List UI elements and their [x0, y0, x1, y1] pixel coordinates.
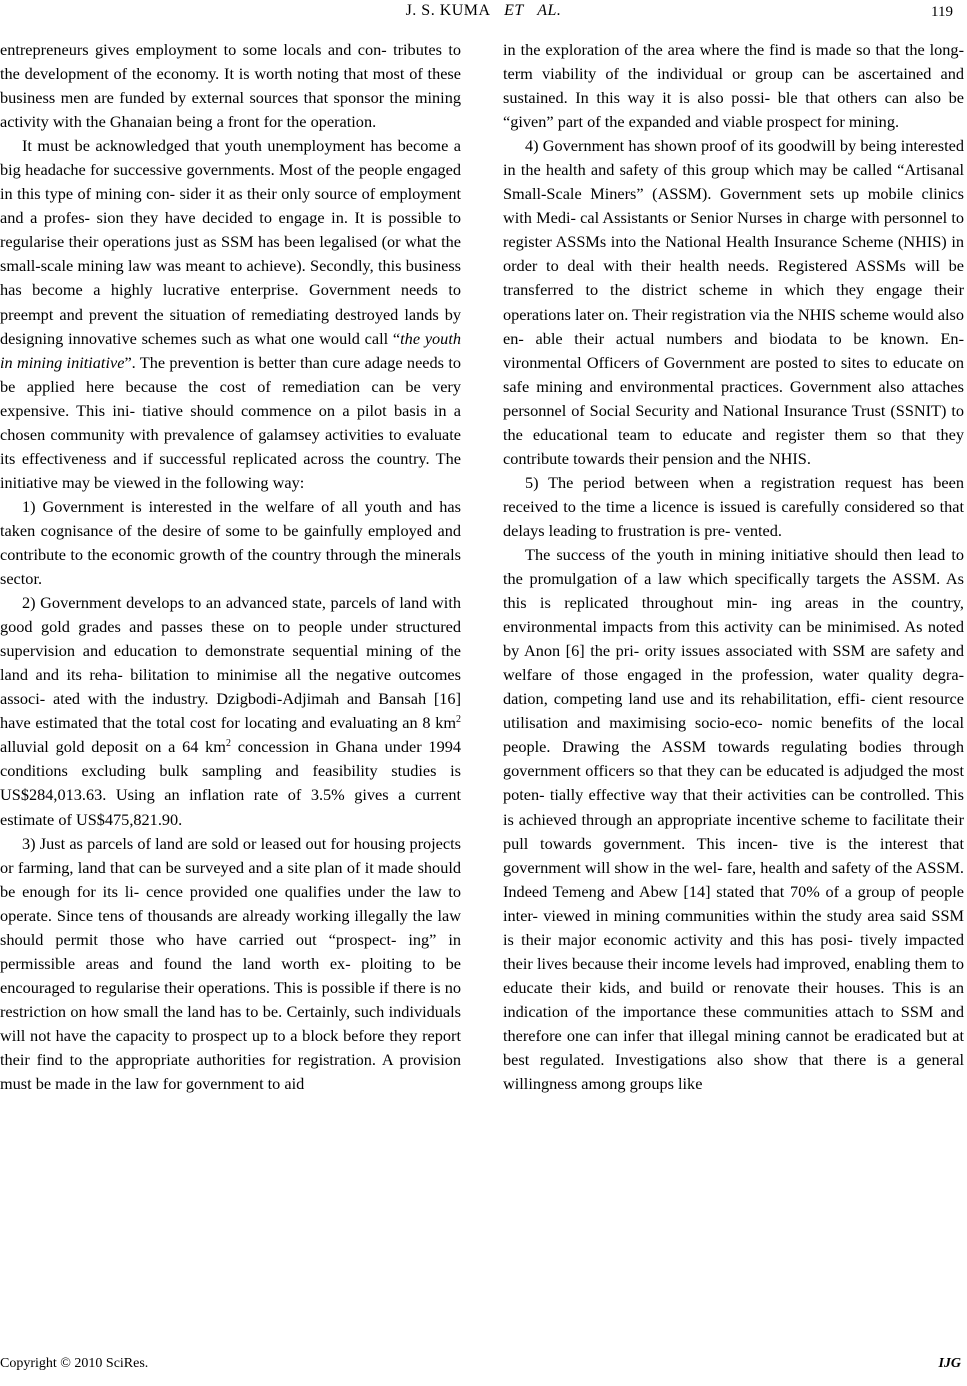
paragraph: entrepreneurs gives employment to some locals and con- tributes to the development of the economy. It is worth noting that most of these business men are funded by external sources that sponsor the mining activity with the Ghanaian being a front for the operation.	[0, 40, 461, 132]
paragraph-item-2: 2) Government develops to an advanced state, parcels of land with good gold grades and passes these on to people under structured supervision and education to demonstrate sequential mining of the land and its reha- bilitation to minimise all the negative outcomes associ- ated with the industry. Dzigbodi-Adjimah and Bansah [16] have estimated that the total cost for locating and evaluating an 8 $km^2$ alluvial gold deposit on a 64 $km^2$ concession in Ghana under 1994 conditions excluding bulk sampling and feasibility studies is US$284,013.63. Using an inflation rate of 3.5% gives a current estimate of US$475,821.90.	[0, 593, 461, 829]
paragraph-item-3: 3) Just as parcels of land are sold or leased out for housing projects or farming, land that can be surveyed and a site plan of it made should be enough for its li- cence provided one qualifies under the law to operate. Since tens of thousands are already working illegally the law should permit those who have carried out “prospect- ing” in permissible areas and found the land worth ex- ploiting to be encouraged to regularise their operations. This is possible if there is no restriction on how small the land has to be. Certainly, such individuals will not have the capacity to prospect up to a block before they report their find to the appropriate authorities for registration. A provision must be made in the law for government to aid	[0, 833, 461, 1094]
initiative-name: the youth in mining initiative	[0, 328, 461, 372]
paragraph-item-4: 4) Government has shown proof of its goodwill by being interested in the health and safety of this group which may be called “Artisanal Small-Scale Miners” (ASSM). Government sets up mobile clinics with Medi- cal Assistants or Senior Nurses in charge with personnel to register ASSMs into the National Health Insurance Scheme (NHIS) in order to deal with their health needs. Registered ASSMs will be transferred to the district scheme in which they engage their operations later on. Their registration via the NHIS scheme would also en- able their actual numbers and biodata to be known. En- vironmental Officers of Government are posted to sites to educate on safe mining and environmental practices. Government also attaches personnel of Social Security and National Insurance Trust (SSNIT) to the educational team to educate and register them so that they contribute towards their pension and the NHIS.	[503, 136, 964, 468]
paragraph: in the exploration of the area where the find is made so that the long-term viability of the individual or group can be ascertained and sustained. In this way it is also possi- ble that others can also be “given” part of the expanded and viable prospect for mining.	[503, 40, 964, 132]
paragraph-youth-unemployment: It must be acknowledged that youth unemployment has become a big headache for successive governments. Most of the people engaged in this type of mining con- sider it as their only source of employment and a profes- sion they have decided to engage in. It is possible to regularise their operations just as SSM has been legalised (or what the small-scale mining law was meant to achieve). Secondly, this business has become a highly lucrative enterprise. Government needs to preempt and prevent the situation of remediating destroyed lands by designing innovative schemes such as what one would call “the youth in mining initiative”. The prevention is better than cure adage needs to be applied here because the cost of remediation can be very expensive. This ini- tiative should commence on a pilot basis in a chosen community with prevalence of galamsey activities to evaluate its effectiveness and if successful replicated across the country. The initiative may be viewed in the following way:	[0, 136, 461, 492]
header-et: ET	[504, 2, 524, 19]
left-column	[0, 38, 461, 1096]
running-header	[0, 2, 967, 20]
copyright-text: Copyright © 2010 SciRes.	[0, 1356, 149, 1371]
paragraph-success: The success of the youth in mining initiative should then lead to the promulgation of a law which specifically targets the ASSM. As this is replicated throughout min- ing areas in the country, environmental impacts from this activity can be minimised. As noted by Anon [6] the pri- ority issues associated with SSM are safety and welfare of those engaged in the profession, water quality degra- dation, competing land use and its rehabilitation, effi- cient resource utilisation and maximising socio-eco- nomic benefits of the local people. Drawing the ASSM towards regulating bodies through government officers so that they can be educated is adjudged the most poten- tially effective way that their activities can be controlled. This is achieved through an appropriate incentive scheme to facilitate their pull towards government. This incen- tive is the interest that government will show in the wel- fare, health and safety of the ASSM. Indeed Temeng and Abew [14] stated that 70% of a group of people inter- viewed in mining communities within the study area said SSM is their major economic activity and this has posi- tively impacted their lives because their income levels had improved, enabling them to educate their kids, and build or renovate their houses. This is an indication of the importance these communities attach to SSM and therefore one can infer that illegal mining cannot be eradicated but at best regulated. Investigations also show that there is a general willingness among groups like	[503, 544, 964, 1094]
header-al: AL.	[537, 2, 562, 19]
page-number: 119	[931, 4, 953, 20]
right-column	[503, 38, 964, 1096]
paragraph-item-1: 1) Government is interested in the welfare of all youth and has taken cognisance of the desire of some to be gainfully employed and contribute to the economic growth of the country through the minerals sector.	[0, 496, 461, 589]
journal-abbrev: IJG	[938, 1356, 961, 1371]
paragraph-item-5: 5) The period between when a registration request has been received to the time a licence is issued is carefully considered so that delays leading to frustration is pre- vented.	[503, 472, 964, 540]
header-author: J. S. KUMA	[405, 2, 491, 19]
